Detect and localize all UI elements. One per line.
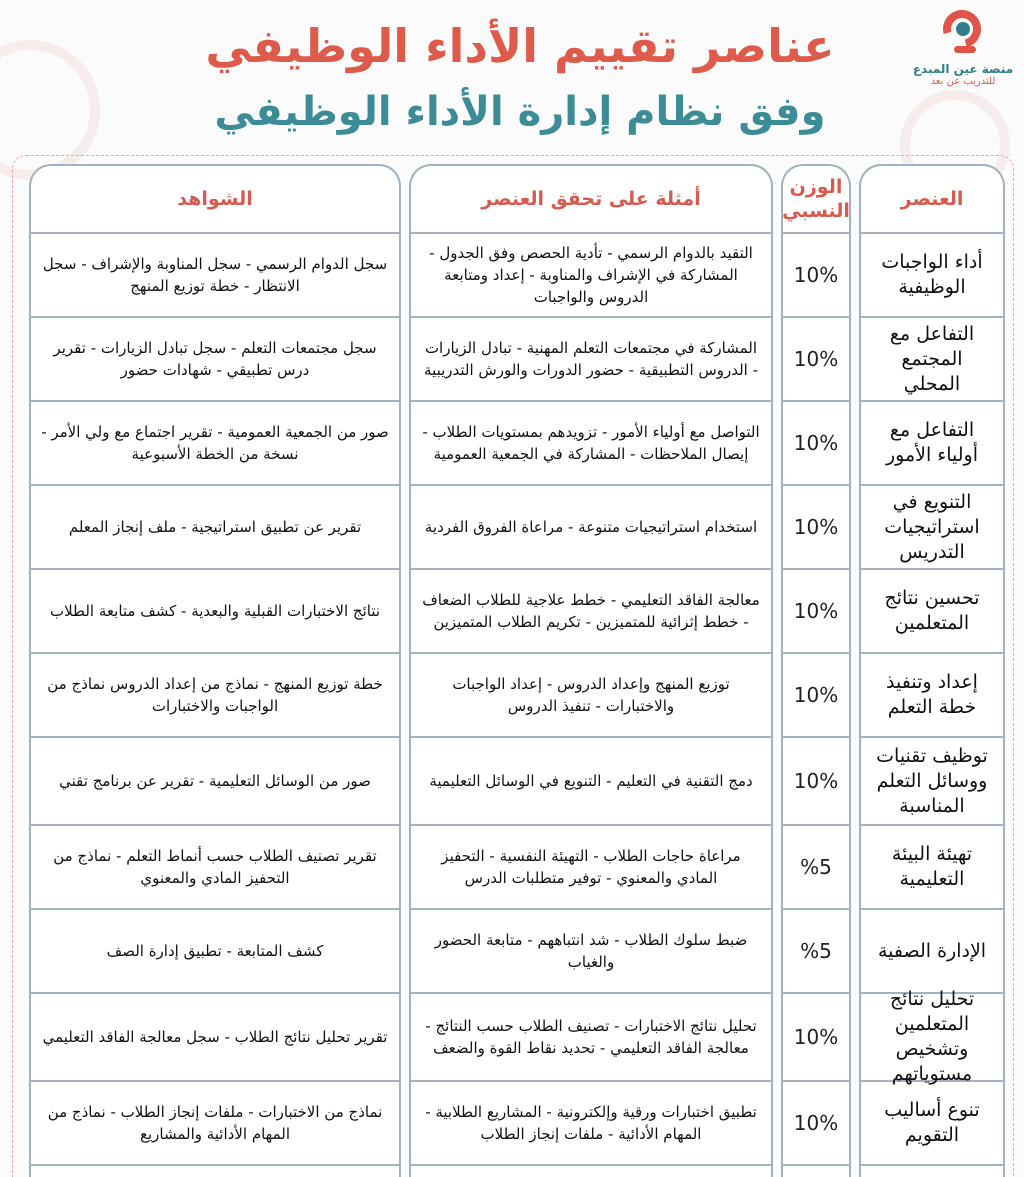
logo-icon xyxy=(938,6,988,56)
weight-cell: %5 xyxy=(783,910,849,994)
element-cell: تهيئة البيئة التعليمية xyxy=(861,826,1003,910)
weight-cell: 10% xyxy=(783,1082,849,1166)
element-cell: أداء الواجبات الوظيفية xyxy=(861,234,1003,318)
weight-cell: %5 xyxy=(783,826,849,910)
page-title: عناصر تقييم الأداء الوظيفي xyxy=(205,19,835,73)
evidence-header: الشواهد xyxy=(31,166,399,234)
evidence-cell: تقرير تصنيف الطلاب حسب أنماط التعلم - نماذج من التحفيز المادي والمعنوي xyxy=(31,826,399,910)
evidence-cell: نتائج الاختبارات القبلية والبعدية - كشف متابعة الطلاب xyxy=(31,570,399,654)
examples-cell: معالجة الفاقد التعليمي - خطط علاجية للطلاب الضعاف - خطط إثرائية للمتميزين - تكريم الطلاب المتميزين xyxy=(411,570,771,654)
evidence-cell: تقرير تحليل نتائج الطلاب - سجل معالجة الفاقد التعليمي xyxy=(31,994,399,1082)
weight-column xyxy=(781,164,851,1177)
weight-header: الوزن النسبي xyxy=(783,166,849,234)
element-cell: التفاعل مع المجتمع المحلي xyxy=(861,318,1003,402)
examples-cell: ضبط سلوك الطلاب - شد انتباههم - متابعة الحضور والغياب xyxy=(411,910,771,994)
examples-cell: التقيد بالدوام الرسمي - تأدية الحصص وفق الجدول - المشاركة في الإشراف والمناوبة - إعداد ومتابعة الدروس والواجبات xyxy=(411,234,771,318)
element-cell: التنويع في استراتيجيات التدريس xyxy=(861,486,1003,570)
examples-cell: دمج التقنية في التعليم - التنويع في الوسائل التعليمية xyxy=(411,738,771,826)
evidence-cell: صور من الجمعية العمومية - تقرير اجتماع مع ولي الأمر - نسخة من الخطة الأسبوعية xyxy=(31,402,399,486)
element-header: العنصر xyxy=(861,166,1003,234)
element-cell: تحليل نتائج المتعلمين وتشخيص مستوياتهم xyxy=(861,994,1003,1082)
evidence-cell: سجل مجتمعات التعلم - سجل تبادل الزيارات - تقرير درس تطبيقي - شهادات حضور xyxy=(31,318,399,402)
brand-logo xyxy=(908,6,1018,101)
logo-tagline: للتدريب عن بعد xyxy=(930,76,996,87)
weight-cell: 10% xyxy=(783,738,849,826)
evidence-cell: خطة توزيع المنهج - نماذج من إعداد الدروس نماذج من الواجبات والاختبارات xyxy=(31,654,399,738)
weight-cell: 10% xyxy=(783,402,849,486)
evidence-cell: كشف المتابعة - تطبيق إدارة الصف xyxy=(31,910,399,994)
evidence-cell: نماذج من الاختبارات - ملفات إنجاز الطلاب - نماذج من المهام الأدائية والمشاريع xyxy=(31,1082,399,1166)
element-cell: الإدارة الصفية xyxy=(861,910,1003,994)
evidence-column xyxy=(29,164,401,1177)
element-cell: التفاعل مع أولياء الأمور xyxy=(861,402,1003,486)
page-header xyxy=(0,0,1024,150)
examples-cell: استخدام استراتيجيات متنوعة - مراعاة الفروق الفردية xyxy=(411,486,771,570)
weight-cell: 10% xyxy=(783,570,849,654)
logo-name: منصة عين المبدع xyxy=(912,62,1014,76)
examples-cell: توزيع المنهج وإعداد الدروس - إعداد الواجبات والاختبارات - تنفيذ الدروس xyxy=(411,654,771,738)
element-cell: تحسين نتائج المتعلمين xyxy=(861,570,1003,654)
examples-cell: مراعاة حاجات الطلاب - التهيئة النفسية - التحفيز المادي والمعنوي - توفير متطلبات الدرس xyxy=(411,826,771,910)
element-cell: توظيف تقنيات ووسائل التعلم المناسبة xyxy=(861,738,1003,826)
element-cell: إعداد وتنفيذ خطة التعلم xyxy=(861,654,1003,738)
evaluation-table xyxy=(12,155,1014,1177)
weight-cell: 10% xyxy=(783,994,849,1082)
page-subtitle: وفق نظام إدارة الأداء الوظيفي xyxy=(214,89,826,135)
examples-cell: المشاركة في مجتمعات التعلم المهنية - تبادل الزيارات - الدروس التطبيقية - حضور الدورات والورش التدريبية xyxy=(411,318,771,402)
element-cell: تنوع أساليب التقويم xyxy=(861,1082,1003,1166)
evidence-cell: سجل الدوام الرسمي - سجل المناوبة والإشراف - سجل الانتظار - خطة توزيع المنهج xyxy=(31,234,399,318)
weight-cell: 10% xyxy=(783,318,849,402)
examples-cell: التواصل مع أولياء الأمور - تزويدهم بمستويات الطلاب - إيصال الملاحظات - المشاركة في الجمعية العمومية xyxy=(411,402,771,486)
examples-header: أمثلة على تحقق العنصر xyxy=(411,166,771,234)
weight-cell: 10% xyxy=(783,486,849,570)
weight-cell: 10% xyxy=(783,234,849,318)
element-column xyxy=(859,164,1005,1177)
examples-cell: تطبيق اختبارات ورقية وإلكترونية - المشاريع الطلابية - المهام الأدائية - ملفات إنجاز الطلاب xyxy=(411,1082,771,1166)
weight-cell: 10% xyxy=(783,654,849,738)
evidence-cell: تقرير عن تطبيق استراتيجية - ملف إنجاز المعلم xyxy=(31,486,399,570)
evidence-cell: صور من الوسائل التعليمية - تقرير عن برنامج تقني xyxy=(31,738,399,826)
examples-cell: تحليل نتائج الاختبارات - تصنيف الطلاب حسب النتائج - معالجة الفاقد التعليمي - تحديد نقاط القوة والضعف xyxy=(411,994,771,1082)
examples-column xyxy=(409,164,773,1177)
